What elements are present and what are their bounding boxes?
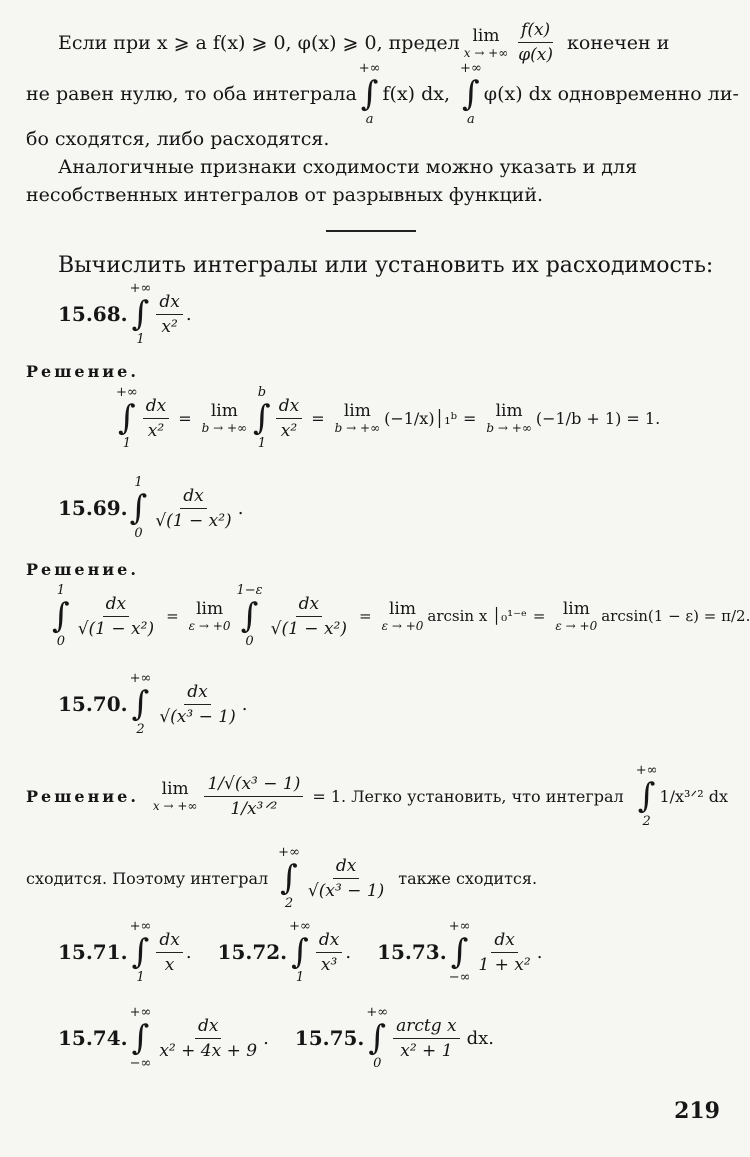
problems-row-71-73: 15.71. +∞ ∫ 1 $\frac{dx}{x}$ . 15.72. +∞ ∫ 1 $\frac{dx}{\text{x³}}$ . 15.73. +∞ ∫ −∞ $\frac{dx}{\text{1 + x²}}$ . [58,919,543,985]
problems-row-74-75: 15.74. +∞ ∫ −∞ $\frac{dx}{\text{x² + 4x + 9}}$ . 15.75. +∞ ∫ 0 $\frac{\text{arctg x}}{\text{x² + 1}}$ dx. [58,1005,495,1071]
section-heading: Вычислить интегралы или установить их расходимость: [58,253,714,278]
intro-fraction: $\frac{f(x)}{\varphi(x)}$ [518,20,554,65]
solution-15-70-line-2: сходится. Поэтому интеграл +∞ ∫ 2 $\frac{dx}{\text{√(x³ − 1)}}$ также сходится. [26,845,538,911]
solution-15-70-line-1: Решение. lim x → +∞ $\frac{\text{1/√(x³ − 1)}}{\text{1/x³ᐟ²}}$ = 1. Легко установить, что интеграл +∞ ∫ 2 1/x³ᐟ² dx [26,763,728,829]
integral-sign: +∞ ∫ 1 [129,281,152,347]
solution-15-68: +∞ ∫ 1 $\frac{dx}{\text{x²}}$ = lim b → +∞ b ∫ 1 $\frac{dx}{\text{x²}}$ = lim b → +∞ (−1/x)│₁ᵇ = lim b → +∞ (−1/b + 1) = 1. [116,385,661,451]
problem-15-68: 15.68. +∞ ∫ 1 $\frac{dx}{\text{x²}}$ . [58,281,192,347]
intro-line-2: не равен нулю, то оба интеграла +∞ ∫ a f(x) dx, +∞ ∫ a φ(x) dx одновременно ли- [26,61,739,127]
solution-15-69: 1 ∫ 0 $\frac{dx}{\text{√(1 − x²)}}$ = lim ε → +0 1−ε ∫ 0 $\frac{dx}{\text{√(1 − x²)}}$ = lim ε → +0 arcsin x │₀¹⁻ᵉ = lim ε → +0 arcsin(1 − ε) = π/2. [52,583,750,649]
page-number: 219 [674,1098,720,1124]
intro-paragraph-2: Аналогичные признаки сходимости можно указать и для несобственных интегралов от разрывных функций. [26,156,638,206]
solution-label: Решение. [26,560,139,579]
intro-lead: Если при x ⩾ a f(x) ⩾ 0, φ(x) ⩾ 0, предел [58,31,460,54]
solution-label: Решение. [26,362,139,381]
section-divider [326,230,416,232]
integral-sign: +∞ ∫ a [460,61,482,127]
intro-line-1 [58,20,669,65]
problem-15-69: 15.69. 1 ∫ 0 $\frac{dx}{\text{√(1 − x²)}}$ . [58,475,244,541]
intro-limit: lim x → +∞ [463,25,509,60]
problem-15-70: 15.70. +∞ ∫ 2 $\frac{dx}{\text{√(x³ − 1)}}$ . [58,671,248,737]
intro-line-3: бо сходятся, либо расходятся. [26,128,330,150]
integral-sign: +∞ ∫ a [358,61,381,127]
intro-tail: конечен и [567,31,670,54]
